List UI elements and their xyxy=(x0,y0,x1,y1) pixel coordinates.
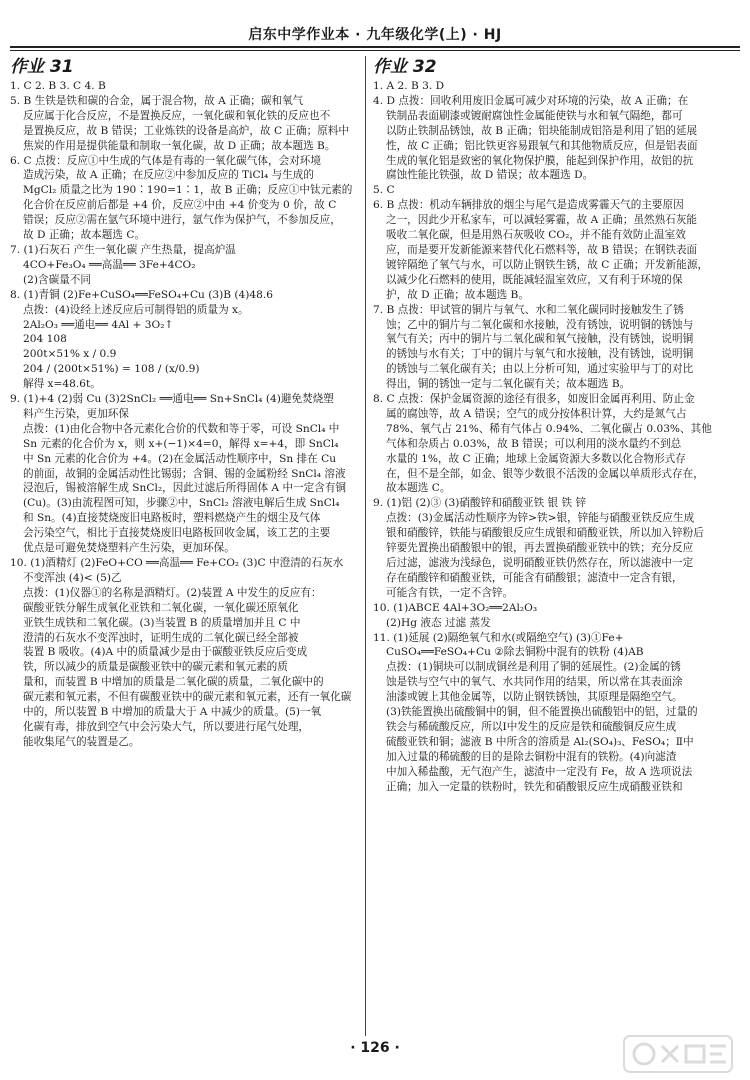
answer-line: 能收集尾气的装置是乙。 xyxy=(23,735,140,748)
answer-line: 存在硝酸锌和硝酸亚铁，可能含有硝酸银；滤渣中一定含有银， xyxy=(386,571,683,584)
answer-line: 点拨：(3)金属活动性顺序为锌>铁>银，锌能与硝酸亚铁反应生成 xyxy=(386,512,695,525)
answer-line: 腐蚀性能比铁强，故 D 错误；故本题选 D。 xyxy=(386,169,594,182)
answer-line: 反应属于化合反应，不是置换反应，一氧化碳和氧化铁的反应也不 xyxy=(23,109,331,122)
answer-line: 8. C 点拨：保护金属资源的途径有很多，如废旧金属再利用、防止金 xyxy=(373,393,695,406)
answer-line: 亚铁生成铁和二氧化碳。(3)当装置 B 的质量增加并且 C 中 xyxy=(23,616,301,629)
answer-line: 会污染空气，相比于直接焚烧废旧电路板回收金属，该工艺的主要 xyxy=(23,527,331,540)
answer-line: 浸泡后，锡被溶解生成 SnCl₂，因此过滤后所得固体 A 中一定含有铜 xyxy=(23,482,347,495)
answer-line: 焦炭的作用是提供能量和制取一氧化碳，故 D 正确；故本题选 B。 xyxy=(23,139,336,152)
answer-line: 中的，所以装置 B 中增加的质量大于 A 中减少的质量。(5)一氧 xyxy=(23,706,322,719)
answer-line: 镀锌隔绝了氧气与水，可以防止钢铁生锈，故 C 正确；开发新能源， xyxy=(386,258,709,271)
answer-line: 的前面，故铜的金属活动性比锡弱；含铜、锡的金属粉经 SnCl₄ 溶液 xyxy=(23,467,346,480)
left-answer-lines xyxy=(10,79,359,750)
answer-line: 7. (1)石灰石 产生一氧化碳 产生热量，提高炉温 xyxy=(10,243,236,256)
answer-line: MgCl₂ 质量之比为 190∶190=1∶1，故 B 正确；反应①中钛元素的 xyxy=(23,184,353,197)
answer-line: 10. (1)ABCE 4Al+3O₂══2Al₂O₃ xyxy=(373,601,538,614)
answer-line: 的锈蚀与二氧化碳有关；由以上分析可知，通过实验甲与丁的对比 xyxy=(386,363,694,376)
answer-line: 属的腐蚀等，故 A 错误；空气的成分按体积计算，大约是氮气占 xyxy=(386,407,687,420)
answer-line: 点拨：(1)仪器①的名称是酒精灯。(2)装置 A 中发生的反应有： xyxy=(23,586,322,599)
right-column xyxy=(373,56,718,1031)
answer-line: 量和，而装置 B 中增加的质量是二氧化碳的质量，二氧化碳中的 xyxy=(23,676,324,689)
answer-line: 6. C 点拨：反应①中生成的气体是有毒的一氧化碳气体，会对环境 xyxy=(10,154,321,167)
answer-line: 中 Sn 元素的化合价为 +4。(2)在金属活动性顺序中，Sn 排在 Cu xyxy=(23,452,337,465)
page-header: 启东中学作业本 · 九年级化学(上) · HJ xyxy=(248,27,502,43)
answer-line: 2Al₂O₃ ══通电══ 4Al + 3O₂↑ xyxy=(23,318,174,331)
answer-line: 4CO+Fe₃O₄ ══高温══ 3Fe+4CO₂ xyxy=(23,258,196,271)
answer-line: 蚀是铁与空气中的氧气、水共同作用的结果，所以常在其表面涂 xyxy=(386,676,683,689)
answer-line: 铁制品表面刷漆或镀耐腐蚀性金属能使铁与水和氧气隔绝，都可 xyxy=(386,109,683,122)
answer-line: 6. B 点拨：机动车辆排放的烟尘与尾气是造成雾霾天气的主要原因 xyxy=(373,199,684,212)
answer-line: 蚀；乙中的铜片与二氧化碳和水接触，没有锈蚀，说明铜的锈蚀与 xyxy=(386,318,694,331)
answer-line: 性，故 C 正确；铝比铁更容易跟氧气和其他物质反应，但是铝表面 xyxy=(386,139,698,152)
answer-line: (3)铁能置换出硫酸铜中的铜，但不能置换出硫酸铝中的铝，过量的 xyxy=(386,706,698,719)
answer-line: 银和硝酸锌，铁能与硝酸银反应生成银和硝酸亚铁，所以加入锌粉后 xyxy=(386,527,704,540)
answer-line: 铁，所以减少的质量是碳酸亚铁中的碳元素和氧元素的质 xyxy=(23,661,288,674)
answer-line: 气体和杂质占 0.03%，故 B 错误；可以利用的淡水量约不到总 xyxy=(386,437,682,450)
answer-line: 氧气有关；丙中的铜片与二氧化碳和氧气接触，没有锈蚀，说明铜 xyxy=(386,333,694,346)
answer-line: 优点是可避免焚烧塑料产生污染，更加环保。 xyxy=(23,542,235,555)
section-title-32: 作业 32 xyxy=(373,57,437,77)
answer-line: 4. D 点拨：回收利用废旧金属可减少对环境的污染，故 A 正确；在 xyxy=(373,94,689,107)
answer-line: 是置换反应，故 B 错误；工业炼铁的设备是高炉，故 C 正确；原料中 xyxy=(23,124,349,137)
answer-line: (2)Hg 液态 过滤 蒸发 xyxy=(386,616,491,629)
answer-line: 生成的氧化铝是致密的氧化物保护膜，能起到保护作用，故铝的抗 xyxy=(386,154,694,167)
answer-line: 硫酸亚铁和铜；滤液 B 中所含的溶质是 Al₂(SO₄)₃、FeSO₄；Ⅱ中 xyxy=(386,735,694,748)
left-column xyxy=(10,56,359,1031)
page-number: · 126 · xyxy=(350,1040,400,1056)
answer-line: 故本题选 C。 xyxy=(386,482,451,495)
answer-line: 204 108 xyxy=(23,333,67,346)
section-title-31: 作业 31 xyxy=(10,57,74,77)
answer-line: 10. (1)酒精灯 (2)FeO+CO ══高温══ Fe+CO₂ (3)C 中澄清的石灰水 xyxy=(10,557,344,569)
answer-line: 锌要先置换出硝酸银中的银，再去置换硝酸亚铁中的铁；充分反应 xyxy=(386,542,694,555)
answer-line: 吸收二氧化碳，但是用熟石灰吸收 CO₂，并不能有效防止温室效 xyxy=(386,229,686,242)
watermark-logo-icon xyxy=(622,1032,734,1076)
answer-line: 铁会与稀硫酸反应，所以Ⅰ中发生的反应是铁和硫酸铜反应生成 xyxy=(386,720,677,733)
answer-line: 应，而是要开发新能源来替代化石燃料等，故 B 错误；在钢铁表面 xyxy=(386,243,698,256)
answer-line: 78%、氧气占 21%、稀有气体占 0.94%、二氧化碳占 0.03%、其他 xyxy=(386,422,712,435)
answer-line: 的锈蚀与水有关；丁中的铜片与氧气和水接触，没有锈蚀，说明铜 xyxy=(386,348,694,361)
answer-line: 造成污染，故 A 正确；在反应②中参加反应的 TiCl₄ 与生成的 xyxy=(23,169,314,182)
answer-line: 在，但不是全部，如金、银等少数很不活泼的金属以单质形式存在， xyxy=(386,467,704,480)
answer-line: (2)含碳量不同 xyxy=(23,273,91,286)
answer-line: 点拨：(1)铜块可以制成铜丝是利用了铜的延展性。(2)金属的锈 xyxy=(386,661,681,674)
header-rule-thin xyxy=(10,50,740,51)
answer-line: 1. A 2. B 3. D xyxy=(373,80,445,92)
answer-line: 化碳有毒，排放到空气中会污染大气，所以要进行尾气处理， xyxy=(23,720,310,733)
answer-line: 5. B 生铁是铁和碳的合金，属于混合物，故 A 正确；碳和氧气 xyxy=(10,94,304,107)
answer-line: 之一，因此少开私家车，可以减轻雾霾，故 A 正确；虽然熟石灰能 xyxy=(386,214,698,227)
answer-line: 5. C xyxy=(373,184,395,197)
answer-line: 护，故 D 正确；故本题选 B。 xyxy=(386,288,529,301)
answer-line: Sn 元素的化合价为 x，则 x+(−1)×4=0，解得 x=+4，即 SnCl₄ xyxy=(23,437,339,450)
answer-line: (Cu)。(3)由流程图可知，步骤②中，SnCl₂ 溶液电解后生成 SnCl₄ xyxy=(23,497,340,510)
answer-line: 正确；加入一定量的铁粉时，铁先和硝酸银反应生成硝酸亚铁和 xyxy=(386,780,683,793)
answer-line: 故 D 正确；故本题选 C。 xyxy=(23,229,146,242)
answer-line: 11. (1)延展 (2)隔绝氧气和水(或隔绝空气) (3)①Fe+ xyxy=(373,631,624,644)
answer-line: 点拨：(4)设经上述反应后可制得铝的质量为 x。 xyxy=(23,303,249,316)
right-answer-lines xyxy=(373,79,718,795)
answer-line: 油漆或镀上其他金属等，以防止钢铁锈蚀，其原理是隔绝空气。 xyxy=(386,691,683,704)
answer-line: 装置 B 吸收。(4)A 中的质量减少是由于碳酸亚铁反应后变成 xyxy=(23,646,308,659)
answer-line: 澄清的石灰水不变浑浊时，证明生成的二氧化碳已经全部被 xyxy=(23,631,299,644)
answer-line: 得出，铜的锈蚀一定与二氧化碳有关；故本题选 B。 xyxy=(386,378,631,391)
answer-line: 以防止铁制品锈蚀，故 B 正确；铝块能制成铝箔是利用了铝的延展 xyxy=(386,124,698,137)
answer-line: 不变浑浊 (4)< (5)乙 xyxy=(23,571,122,584)
answer-line: 中加入稀盐酸，无气泡产生，滤渣中一定没有 Fe，故 A 选项说法 xyxy=(386,765,693,778)
answer-line: 200t×51% x / 0.9 xyxy=(23,348,117,361)
answer-line: 7. B 点拨：甲试管的铜片与氧气、水和二氧化碳同时接触发生了锈 xyxy=(373,303,684,316)
answer-line: 水量的 1%，故 C 正确；地球上金属资源大多数以化合物形式存 xyxy=(386,452,686,465)
answer-line: 9. (1)铝 (2)③ (3)硝酸锌和硝酸亚铁 银 铁 锌 xyxy=(373,497,587,510)
header-rule xyxy=(10,46,740,48)
answer-line: 1. C 2. B 3. C 4. B xyxy=(10,80,106,92)
answer-line: 碳酸亚铁分解生成氧化亚铁和二氧化碳，一氧化碳还原氧化 xyxy=(23,601,299,614)
answer-line: CuSO₄══FeSO₄+Cu ②除去铜粉中混有的铁粉 (4)AB xyxy=(386,646,644,659)
answer-line: 化合价在反应前后都是 +4 价，反应②中由 +4 价变为 0 价，故 C xyxy=(23,199,337,212)
answer-line: 9. (1)+4 (2)弱 Cu (3)2SnCl₂ ══通电══ Sn+SnCl₄ (4)避免焚烧塑 xyxy=(10,393,334,406)
answer-line: 碳元素和氧元素，不但有碳酸亚铁中的碳元素和氧元素，还有一氧化碳 xyxy=(23,691,352,704)
answer-line: 8. (1)青铜 (2)Fe+CuSO₄══FeSO₄+Cu (3)B (4)48.6 xyxy=(10,288,273,301)
column-divider xyxy=(365,56,366,1036)
answer-line: 可能含有铁，一定不含锌。 xyxy=(386,586,514,599)
answer-line: 点拨：(1)由化合物中各元素化合价的代数和等于零，可设 SnCl₄ 中 xyxy=(23,422,340,435)
answer-line: 错误；反应②需在氩气环境中进行，氩气作为保护气，不参加反应， xyxy=(23,214,341,227)
answer-line: 和 Sn。(4)直接焚烧废旧电路板时，塑料燃烧产生的烟尘及气体 xyxy=(23,512,321,525)
answer-line: 料产生污染，更加环保 xyxy=(23,407,129,420)
answer-line: 加入过量的稀硫酸的目的是除去铜粉中混有的铁粉。(4)向滤渣 xyxy=(386,750,677,763)
answer-line: 以减少化石燃料的使用，既能减轻温室效应，又有利于环境的保 xyxy=(386,273,683,286)
answer-line: 204 / (200t×51%) = 108 / (x/0.9) xyxy=(23,363,200,376)
answer-line: 后过滤，滤液为浅绿色，说明硝酸亚铁仍然存在，所以滤液中一定 xyxy=(386,557,694,569)
answer-line: 解得 x=48.6t。 xyxy=(23,378,101,391)
